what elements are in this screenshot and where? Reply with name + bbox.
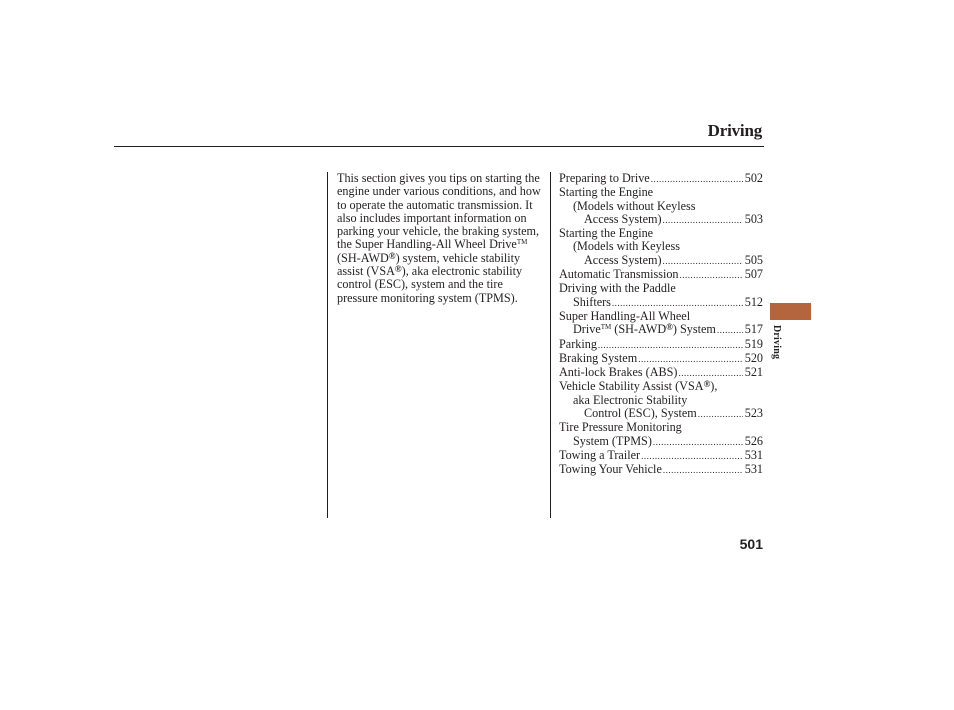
toc-page-number: 512 bbox=[744, 294, 763, 309]
intro-paragraph: This section gives you tips on starting the engine under various conditions, and how to operate the automatic transmission. It also includes important information on parking your vehicle, the braking system, the Super Handling-All Wheel Drive™ (SH-AWD®) system, vehicle stability assist (VSA®), aka electronic stability control (ESC), system and the tire pressure monitoring system (TPMS). bbox=[337, 171, 541, 305]
leader-dots bbox=[653, 436, 743, 449]
leader-dots bbox=[641, 450, 743, 463]
title-rule bbox=[114, 146, 764, 147]
toc-page-number: 521 bbox=[744, 365, 763, 380]
toc-page-number: 507 bbox=[744, 267, 763, 282]
table-of-contents bbox=[559, 172, 763, 478]
toc-entry-vsa[interactable]: Vehicle Stability Assist (VSA®), aka Electronic Stability Control (ESC), System ..... 523 bbox=[559, 380, 763, 421]
leader-dots bbox=[717, 324, 743, 337]
toc-page-number: 502 bbox=[744, 171, 763, 185]
toc-entry-towing-trailer[interactable]: Towing a Trailer ..... 531 bbox=[559, 449, 763, 463]
toc-page-number: 531 bbox=[744, 447, 763, 462]
section-tab[interactable] bbox=[770, 303, 811, 320]
toc-entry-preparing-to-drive[interactable]: Preparing to Drive ..... 502 bbox=[559, 172, 763, 186]
trademark-mark: TM bbox=[516, 238, 528, 247]
leader-dots bbox=[651, 173, 743, 186]
registered-mark: ® bbox=[394, 264, 402, 275]
toc-page-number: 520 bbox=[744, 350, 763, 365]
page-number: 501 bbox=[739, 536, 763, 552]
toc-entry-automatic-transmission[interactable]: Automatic Transmission ..... 507 bbox=[559, 268, 763, 282]
leader-dots bbox=[598, 339, 743, 352]
leader-dots bbox=[680, 269, 743, 282]
leader-dots bbox=[698, 408, 743, 421]
column-divider-left bbox=[327, 172, 328, 518]
toc-entry-abs[interactable]: Anti-lock Brakes (ABS) ..... 521 bbox=[559, 366, 763, 380]
toc-entry-starting-engine-without-keyless[interactable]: Starting the Engine (Models without Keyless Access System) ..... 503 bbox=[559, 186, 763, 227]
toc-entry-sh-awd[interactable]: Super Handling-All Wheel Drive™ (SH-AWD®) System ..... 517 bbox=[559, 310, 763, 338]
trademark-mark: TM bbox=[600, 323, 612, 332]
toc-entry-paddle-shifters[interactable]: Driving with the Paddle Shifters ..... 512 bbox=[559, 282, 763, 310]
registered-mark: ® bbox=[388, 250, 396, 261]
toc-page-number: 526 bbox=[744, 433, 763, 448]
toc-page-number: 523 bbox=[744, 406, 763, 421]
toc-entry-braking-system[interactable]: Braking System ..... 520 bbox=[559, 352, 763, 366]
toc-entry-parking[interactable]: Parking ..... 519 bbox=[559, 338, 763, 352]
leader-dots bbox=[663, 464, 743, 477]
toc-entry-towing-vehicle[interactable]: Towing Your Vehicle ..... 531 bbox=[559, 463, 763, 477]
registered-mark: ® bbox=[703, 379, 711, 390]
toc-page-number: 503 bbox=[744, 211, 763, 226]
toc-entry-tpms[interactable]: Tire Pressure Monitoring System (TPMS) ..... 526 bbox=[559, 421, 763, 449]
toc-page-number: 531 bbox=[744, 462, 763, 477]
toc-page-number: 505 bbox=[744, 252, 763, 267]
leader-dots bbox=[678, 367, 742, 380]
registered-mark: ® bbox=[666, 322, 673, 333]
toc-page-number: 519 bbox=[744, 336, 763, 351]
leader-dots bbox=[638, 353, 743, 366]
section-tab-label: Driving bbox=[771, 325, 782, 360]
leader-dots bbox=[663, 214, 743, 227]
column-divider-right bbox=[550, 172, 551, 518]
leader-dots bbox=[663, 255, 743, 268]
page-title: Driving bbox=[707, 121, 762, 140]
toc-entry-starting-engine-with-keyless[interactable]: Starting the Engine (Models with Keyless Access System) ..... 505 bbox=[559, 227, 763, 268]
toc-page-number: 517 bbox=[744, 322, 763, 337]
leader-dots bbox=[612, 297, 743, 310]
